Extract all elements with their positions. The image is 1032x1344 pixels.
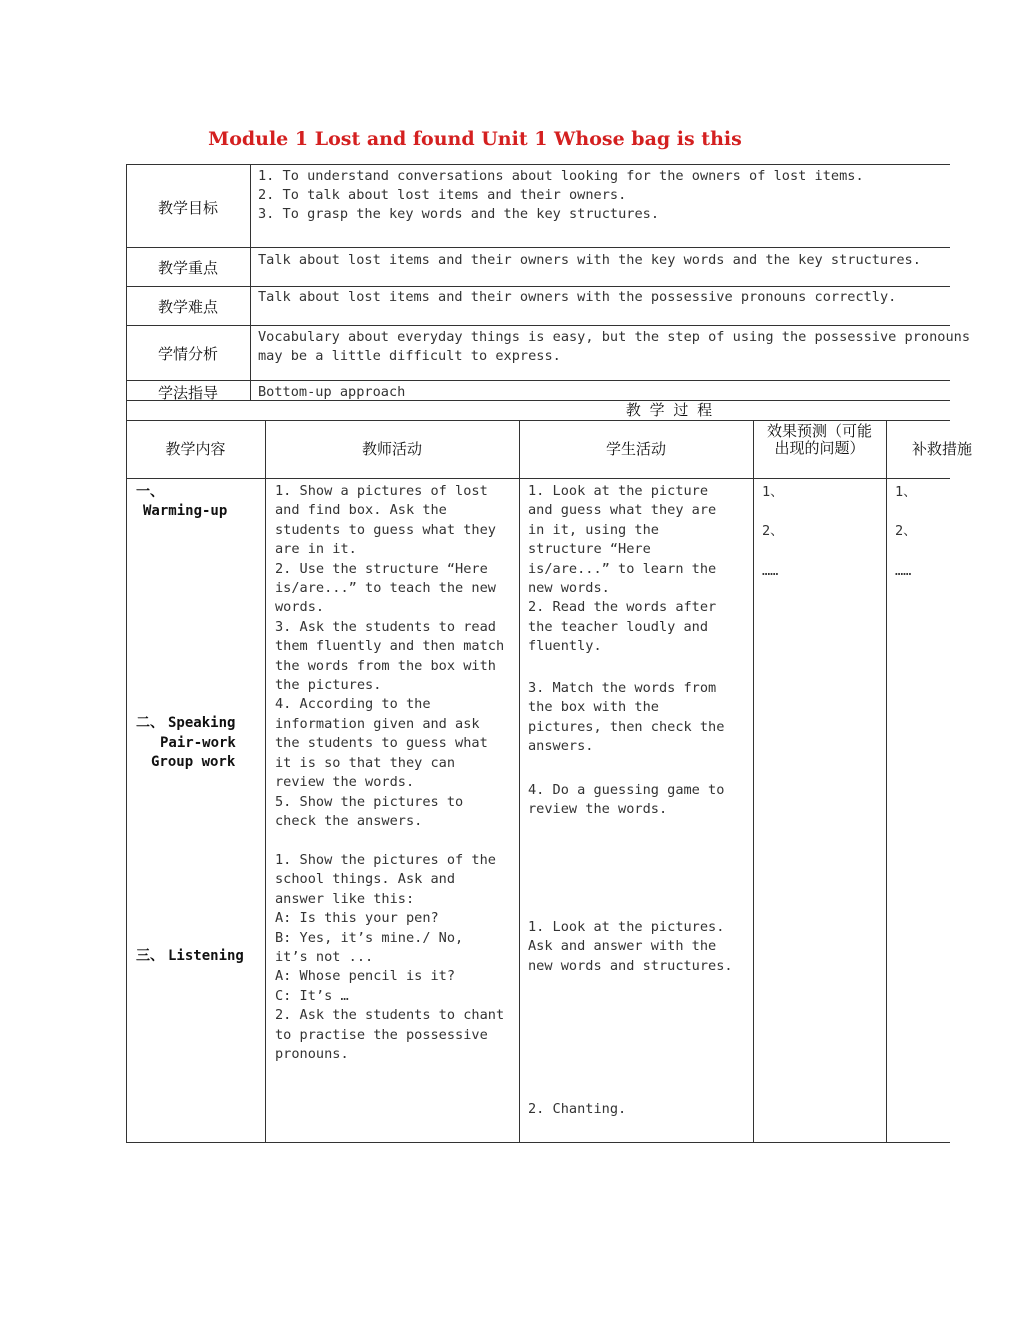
table-rule: [126, 420, 950, 421]
student-activity-block: 2. Chanting.: [528, 1101, 627, 1117]
page-title: Module 1 Lost and found Unit 1 Whose bag is this: [208, 128, 742, 150]
method-text: Bottom-up approach: [258, 384, 406, 400]
teacher-activity-block: 1. Show a pictures of lost and find box. Ask the students to guess what they are in it. 2. Use the structure “Here is/are...” to teach the new words. 3. Ask the students to read them fluently and then match the words from the box with the pictures. 4. According to the information given and ask the students to guess what it is so that they can review the words. 5. Show the pictures to check the answers.: [275, 483, 505, 829]
analysis-line: Vocabulary about everyday things is easy, but the step of using the possessive pronouns: [258, 329, 971, 345]
table-rule: [126, 1142, 950, 1143]
row-label-method: 学法指导: [157, 384, 218, 402]
student-activity-block: 1. Look at the picture and guess what they are in it, using the structure “Here is/are...” to learn the new words. 2. Read the words after the teacher loudly and fluently.: [528, 483, 717, 655]
objective-line: 1. To understand conversations about looking for the owners of lost items.: [258, 168, 864, 184]
section-sub: Group work: [151, 754, 236, 770]
effect-item: 2、: [762, 523, 784, 539]
section-sub: Pair-work: [160, 735, 236, 751]
analysis-line: may be a little difficult to express.: [258, 348, 561, 364]
difficulties-text: Talk about lost items and their owners with the possessive pronouns correctly.: [258, 289, 897, 305]
remedy-item: 1、: [895, 484, 917, 500]
row-label-analysis: 学情分析: [157, 345, 218, 363]
table-rule: [265, 420, 266, 1143]
table-rule: [886, 420, 887, 1143]
effect-item: 1、: [762, 484, 784, 500]
col-header-effect: 效果预测（可能出现的问题）: [766, 422, 872, 457]
row-label-objectives: 教学目标: [157, 199, 218, 217]
table-rule: [519, 420, 520, 1143]
student-activity-block: 3. Match the words from the box with the pictures, then check the answers.: [528, 680, 725, 755]
effect-item: ……: [762, 563, 779, 579]
process-heading: 教 学 过 程: [625, 401, 715, 419]
teacher-activity-block: 1. Show the pictures of the school things. Ask and answer like this: A: Is this your pen? B: Yes, it’s mine./ No, it’s not ... A: Whose pencil is it? C: It’s … 2. Ask the students to chant to practise the possessive pronouns.: [275, 852, 505, 1063]
table-rule: [753, 420, 754, 1143]
key-points-text: Talk about lost items and their owners with the key words and the key structures.: [258, 252, 921, 268]
col-header-remedy: 补救措施: [912, 440, 973, 458]
col-header-student: 学生活动: [605, 440, 666, 458]
student-activity-block: 4. Do a guessing game to review the words.: [528, 782, 725, 818]
remedy-item: ……: [895, 563, 912, 579]
section-name: Listening: [168, 948, 244, 964]
remedy-item: 2、: [895, 523, 917, 539]
objective-line: 2. To talk about lost items and their owners.: [258, 187, 627, 203]
section-name: Speaking: [168, 715, 236, 731]
section-number: 一、: [136, 484, 164, 500]
section-number: 二、: [136, 715, 164, 731]
row-label-key-points: 教学重点: [157, 259, 218, 277]
table-rule: [126, 478, 950, 479]
col-header-teacher: 教师活动: [361, 440, 422, 458]
col-header-content: 教学内容: [165, 440, 226, 458]
section-name: Warming-up: [143, 503, 228, 519]
section-number: 三、: [136, 948, 164, 964]
objective-line: 3. To grasp the key words and the key structures.: [258, 206, 660, 222]
row-label-difficulties: 教学难点: [157, 298, 218, 316]
student-activity-block: 1. Look at the pictures. Ask and answer with the new words and structures.: [528, 919, 733, 974]
table-rule: [250, 164, 251, 400]
